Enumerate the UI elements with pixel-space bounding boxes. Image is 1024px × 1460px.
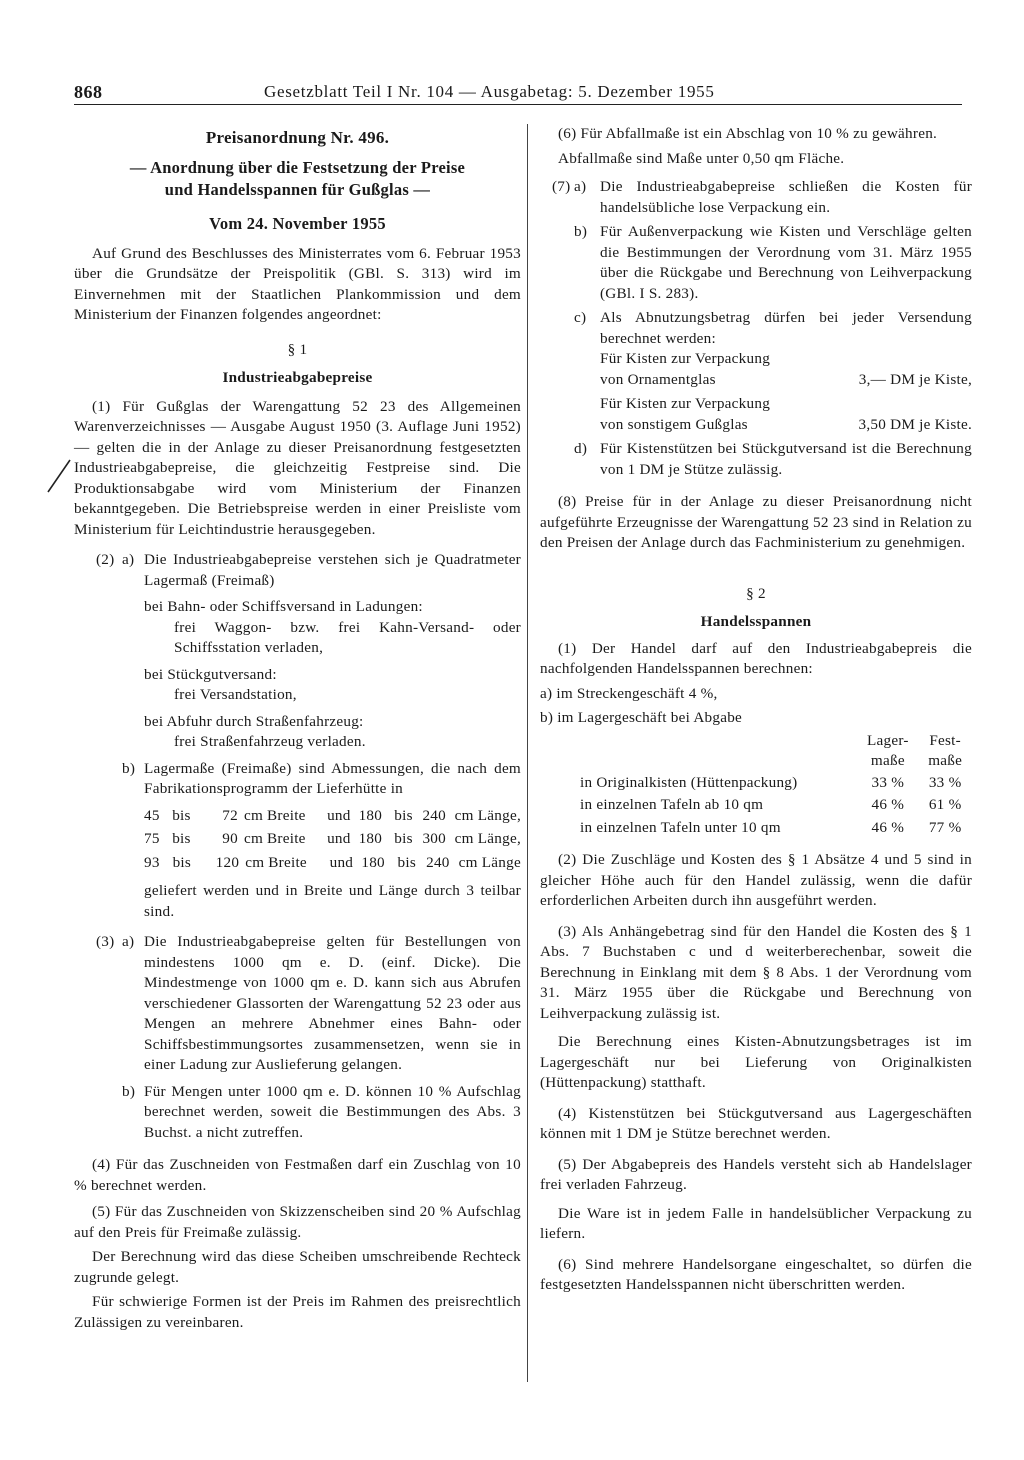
crate-price-list: Für Kisten zur Verpackung von Ornamentglas 3,— DM je Kiste, Für Kisten zur Verpackung von sonstigem Gußglas 3,50 DM je Kiste. <box>540 349 972 435</box>
margin-table <box>540 731 972 839</box>
pencil-mark-icon <box>46 458 72 494</box>
page-number: 868 <box>74 82 103 102</box>
table-row: in einzelnen Tafeln unter 10 qm 46 % 77 % <box>580 818 962 836</box>
paragraph-5: (5) Für das Zuschneiden von Skizzenscheiben sind 20 % Aufschlag auf den Preis für Freimaße zulässig. <box>74 1203 521 1241</box>
paragraph-1: (1) Für Gußglas der Warengattung 52 23 des Allgemeinen Warenverzeichnisses — Ausgabe August 1950 (3. Auflage Juni 1952) — gelten die in der Anlage zu dieser Preisanordnung festgesetzten Industrieabgabepreise, die gleichzeitig Festpreise sind. Die Produktionsabgabe wird vom Ministerium der Finanzen bekanntgegeben. Die Betriebspreise werden in einer Preisliste vom Ministerium für Leichtindustrie herausgegeben. <box>74 397 521 538</box>
paragraph-5c: Für schwierige Formen ist der Preis im Rahmen des preisrechtlich Zulässigen zu vereinbaren. <box>74 1293 521 1331</box>
right-column <box>540 124 972 1296</box>
paragraph-7c: c) Als Abnutzungsbetrag dürfen bei jeder Versendung berechnet werden: <box>574 309 972 347</box>
paragraph-3b: b) Für Mengen unter 1000 qm e. D. können 10 % Aufschlag berechnet werden, soweit die Bestimmungen des Abs. 3 Buchst. a nicht zutreffen. <box>122 1082 521 1141</box>
left-column <box>74 124 521 1333</box>
paragraph-4: (4) Für das Zuschneiden von Festmaßen darf ein Zuschlag von 10 % berechnet werden. <box>74 1156 521 1194</box>
dimension-row: 75 bis 90 cm Breite und 180 bis 300 cm Länge, <box>144 830 521 847</box>
preamble: Auf Grund des Beschlusses des Ministerrates vom 6. Februar 1953 über die Grundsätze der Preispolitik (GBl. S. 313) wird im Einvernehmen mit der Staatlichen Plankommission und dem Ministerium der Finanzen folgendes angeordnet: <box>74 244 521 323</box>
header-rule <box>74 104 962 105</box>
crate-price-row: von sonstigem Gußglas 3,50 DM je Kiste. <box>600 415 972 433</box>
margin-paragraph-6: (6) Sind mehrere Handelsorgane eingeschaltet, so dürfen die festgesetzten Handelsspannen nicht überschritten werden. <box>540 1255 972 1293</box>
ordinance-title-line2: und Handelsspannen für Gußglas — <box>164 179 431 199</box>
dimension-row: 93 bis 120 cm Breite und 180 bis 240 cm Länge <box>144 853 521 871</box>
paragraph-8: (8) Preise für in der Anlage zu dieser Preisanordnung nicht aufgeführte Erzeugnisse der Warengattung 52 23 sind in Relation zu den Preisen der Anlage durch das Fachministerium zu genehmigen. <box>540 493 972 551</box>
margin-paragraph-3: (3) Als Anhängebetrag sind für den Handel die Kosten des § 1 Abs. 7 Buchstaben c und d weiterberechenbar, soweit die Berechnung in Einklang mit dem § 8 Abs. 1 der Verordnung vom 31. März 1955 über die Rückgabe und Berechnung von Leihverpackung zulässig ist. <box>540 922 972 1022</box>
section-2-heading: § 2 <box>746 584 766 602</box>
paragraph-3a: (3) a) Die Industrieabgabepreise gelten für Bestellungen von mindestens 1000 qm e. D. (einf. Dicke). Die Mindestmenge von 1000 qm e. D. kann sich aus Abrufen verschiedener Glassorten der Warengattung 52 23 oder aus Mengen an mehrere Abnehmer eines Bahn- oder Schiffsbestimmungsortes zusammensetzen, wenn sie in einer Ladung zur Auslieferung gelangen. <box>96 933 521 1073</box>
paragraph-7d: d) Für Kistenstützen bei Stückgutversand ist die Berechnung von 1 DM je Stütze zulässig. <box>574 440 972 478</box>
crate-price-row: von Ornamentglas 3,— DM je Kiste, <box>600 370 972 388</box>
section-1-heading: § 1 <box>287 340 308 358</box>
paragraph-5b: Der Berechnung wird das diese Scheiben umschreibende Rechteck zugrunde gelegt. <box>74 1248 521 1286</box>
shipping-rail: bei Bahn- oder Schiffsversand in Ladungen: frei Waggon- bzw. frei Kahn-Versand- oder Schiffsstation verladen, <box>144 598 521 656</box>
section-2-title: Handelsspannen <box>700 613 812 630</box>
shipping-parcel: bei Stückgutversand: frei Versandstation, <box>144 665 297 703</box>
paragraph-6b: Abfallmaße sind Maße unter 0,50 qm Fläche. <box>558 149 845 167</box>
dimensions-list <box>74 806 521 874</box>
table-header: maße maße <box>870 751 963 769</box>
table-header: Lager- Fest- <box>867 731 961 749</box>
page-header <box>74 78 962 108</box>
margin-paragraph-5: (5) Der Abgabepreis des Handels versteht sich ab Handelslager frei verladen Fahrzeug. <box>540 1155 972 1193</box>
paragraph-6: (6) Für Abfallmaße ist ein Abschlag von 10 % zu gewähren. <box>558 125 938 142</box>
gazette-title: Gesetzblatt Teil I Nr. 104 — Ausgabetag: 5. Dezember 1955 <box>264 82 715 101</box>
shipping-road: bei Abfuhr durch Straßenfahrzeug: frei Straßenfahrzeug verladen. <box>144 712 366 750</box>
ordinance-number: Preisanordnung Nr. 496. <box>205 128 390 147</box>
ordinance-date: Vom 24. November 1955 <box>209 213 386 233</box>
margin-paragraph-1: (1) Der Handel darf auf den Industrieabgabepreis die nachfolgenden Handelsspannen berechnen: <box>540 639 972 677</box>
table-row: in einzelnen Tafeln ab 10 qm 46 % 61 % <box>580 796 962 813</box>
dimension-row: 45 bis 72 cm Breite und 180 bis 240 cm Länge, <box>144 806 521 824</box>
table-row: in Originalkisten (Hüttenpackung) 33 % 33 % <box>580 773 962 791</box>
margin-paragraph-5b: Die Ware ist in jedem Falle in handelsüblicher Verpackung zu liefern. <box>540 1204 972 1242</box>
section-1-title: Industrieabgabepreise <box>222 369 373 386</box>
paragraph-2b: b) Lagermaße (Freimaße) sind Abmessungen, die nach dem Fabrikationsprogramm der Lieferhütte in <box>122 759 521 797</box>
margin-paragraph-3b: Die Berechnung eines Kisten-Abnutzungsbetrages ist im Lagergeschäft nur bei Lieferung von Originalkisten (Hüttenpackung) statthaft. <box>540 1033 972 1091</box>
margin-paragraph-2: (2) Die Zuschläge und Kosten des § 1 Absätze 4 und 5 sind in gleicher Höhe auch für den Handel zulässig, wenn die dafür erforderlichen Arbeiten durch ihn ausgeführt werden. <box>540 851 972 909</box>
margin-item-b: b) im Lagergeschäft bei Abgabe <box>540 709 743 726</box>
margin-paragraph-4: (4) Kistenstützen bei Stückgutversand aus Lagergeschäften können mit 1 DM je Stütze berechnet werden. <box>540 1104 972 1142</box>
ordinance-title-line1: — Anordnung über die Festsetzung der Preise <box>129 157 466 177</box>
paragraph-2b-end: geliefert werden und in Breite und Länge durch 3 teilbar sind. <box>144 882 521 920</box>
margin-item-a: a) im Streckengeschäft 4 %, <box>540 684 718 702</box>
paragraph-7a: (7) a) Die Industrieabgabepreise schließen die Kosten für handelsübliche lose Verpackung ein. <box>552 178 972 216</box>
paragraph-7b: b) Für Außenverpackung wie Kisten und Verschläge gelten die Bestimmungen der Verordnung vom 31. März 1955 über die Rückgabe und Berechnung von Leihverpackung (GBl. I S. 283). <box>574 223 972 302</box>
paragraph-2a: (2) a) Die Industrieabgabepreise verstehen sich je Quadratmeter Lagermaß (Freimaß) <box>96 551 521 589</box>
column-divider <box>527 124 528 1382</box>
